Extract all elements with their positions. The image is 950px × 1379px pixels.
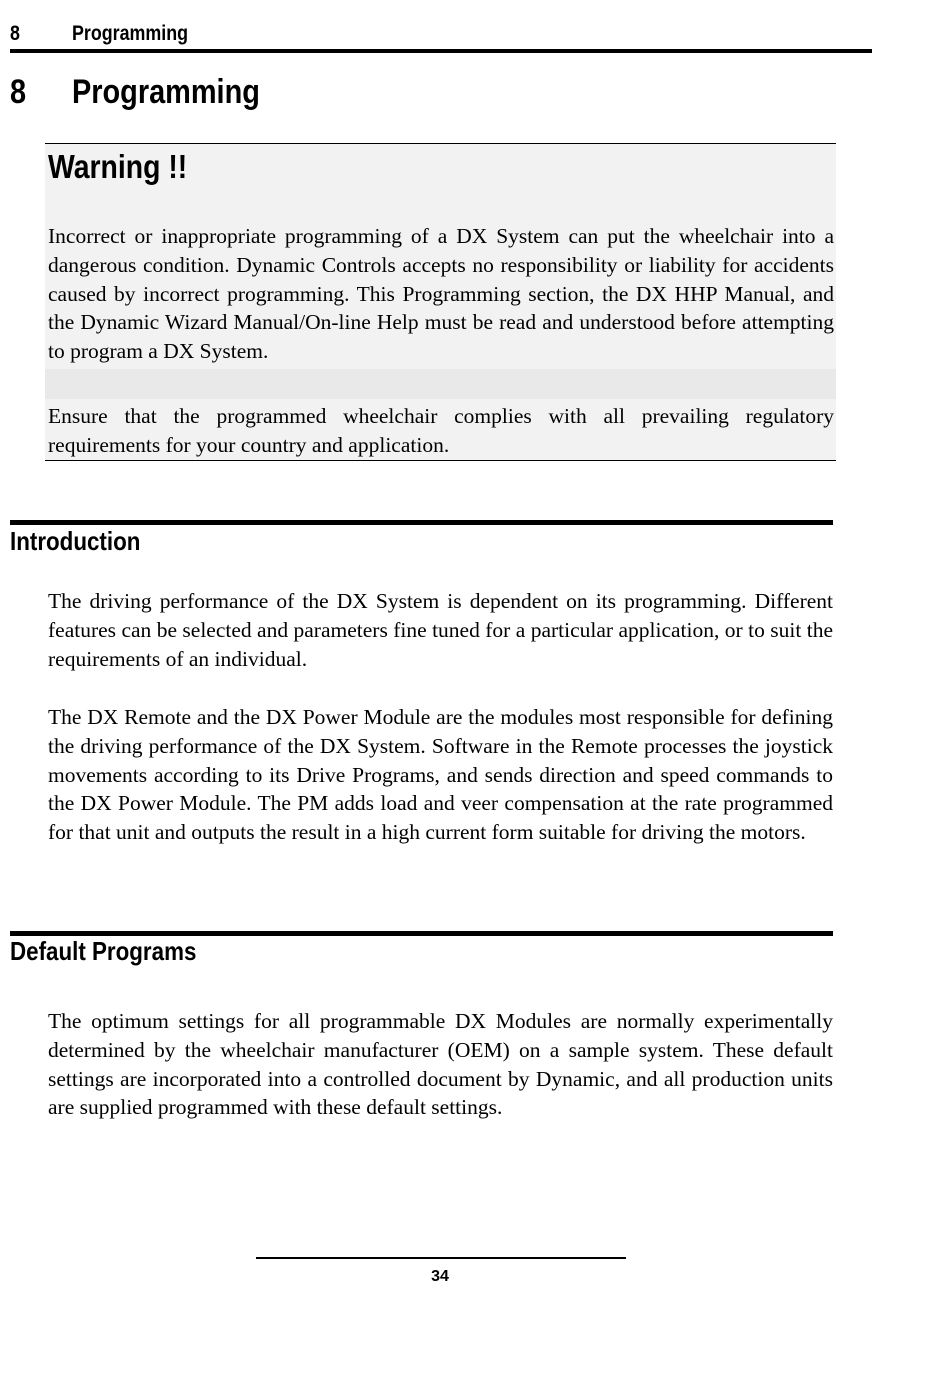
running-header-chapter-title: Programming bbox=[72, 22, 189, 45]
default-programs-heading: Default Programs bbox=[10, 936, 197, 966]
warning-separator-band bbox=[45, 369, 836, 399]
running-header bbox=[10, 20, 872, 48]
introduction-heading: Introduction bbox=[10, 526, 141, 556]
footer-rule bbox=[256, 1257, 626, 1259]
chapter-number: 8 bbox=[10, 73, 27, 111]
introduction-paragraph-1: The driving performance of the DX System is dependent on its programming. Different features can be selected and parameters fine tuned for a particular application, or to suit the requirements of an individual. bbox=[48, 589, 833, 671]
running-header-chapter-number: 8 bbox=[10, 22, 20, 45]
warning-title: Warning !! bbox=[48, 148, 188, 185]
warning-box bbox=[45, 143, 836, 461]
chapter-heading: Programming bbox=[72, 73, 260, 111]
header-rule bbox=[10, 49, 872, 53]
page-number: 34 bbox=[431, 1268, 449, 1285]
chapter-title bbox=[10, 73, 610, 117]
introduction-paragraph-2: The DX Remote and the DX Power Module are the modules most responsible for defining the driving performance of the DX System. Software in the Remote processes the joystick movements according to its Drive Programs, and sends direction and speed commands to the DX Power Module. The PM adds load and veer compensation at the rate programmed for that unit and outputs the result in a high current form suitable for driving the motors. bbox=[48, 705, 833, 845]
introduction-rule bbox=[10, 520, 833, 525]
warning-paragraph-1: Incorrect or inappropriate programming of a DX System can put the wheelchair into a dangerous condition. Dynamic Controls accepts no responsibility or liability for accidents caused by incorrect programming. This Programming section, the DX HHP Manual, and the Dynamic Wizard Manual/On-line Help must be read and understood before attempting to program a DX System. bbox=[48, 224, 834, 364]
warning-paragraph-2: Ensure that the programmed wheelchair complies with all prevailing regulatory requirements for your country and application. bbox=[48, 404, 834, 457]
default-programs-paragraph-1: The optimum settings for all programmable DX Modules are normally experimentally determined by the wheelchair manufacturer (OEM) on a sample system. These default settings are incorporated into a controlled document by Dynamic, and all production units are supplied programmed with these default settings. bbox=[48, 1009, 833, 1120]
